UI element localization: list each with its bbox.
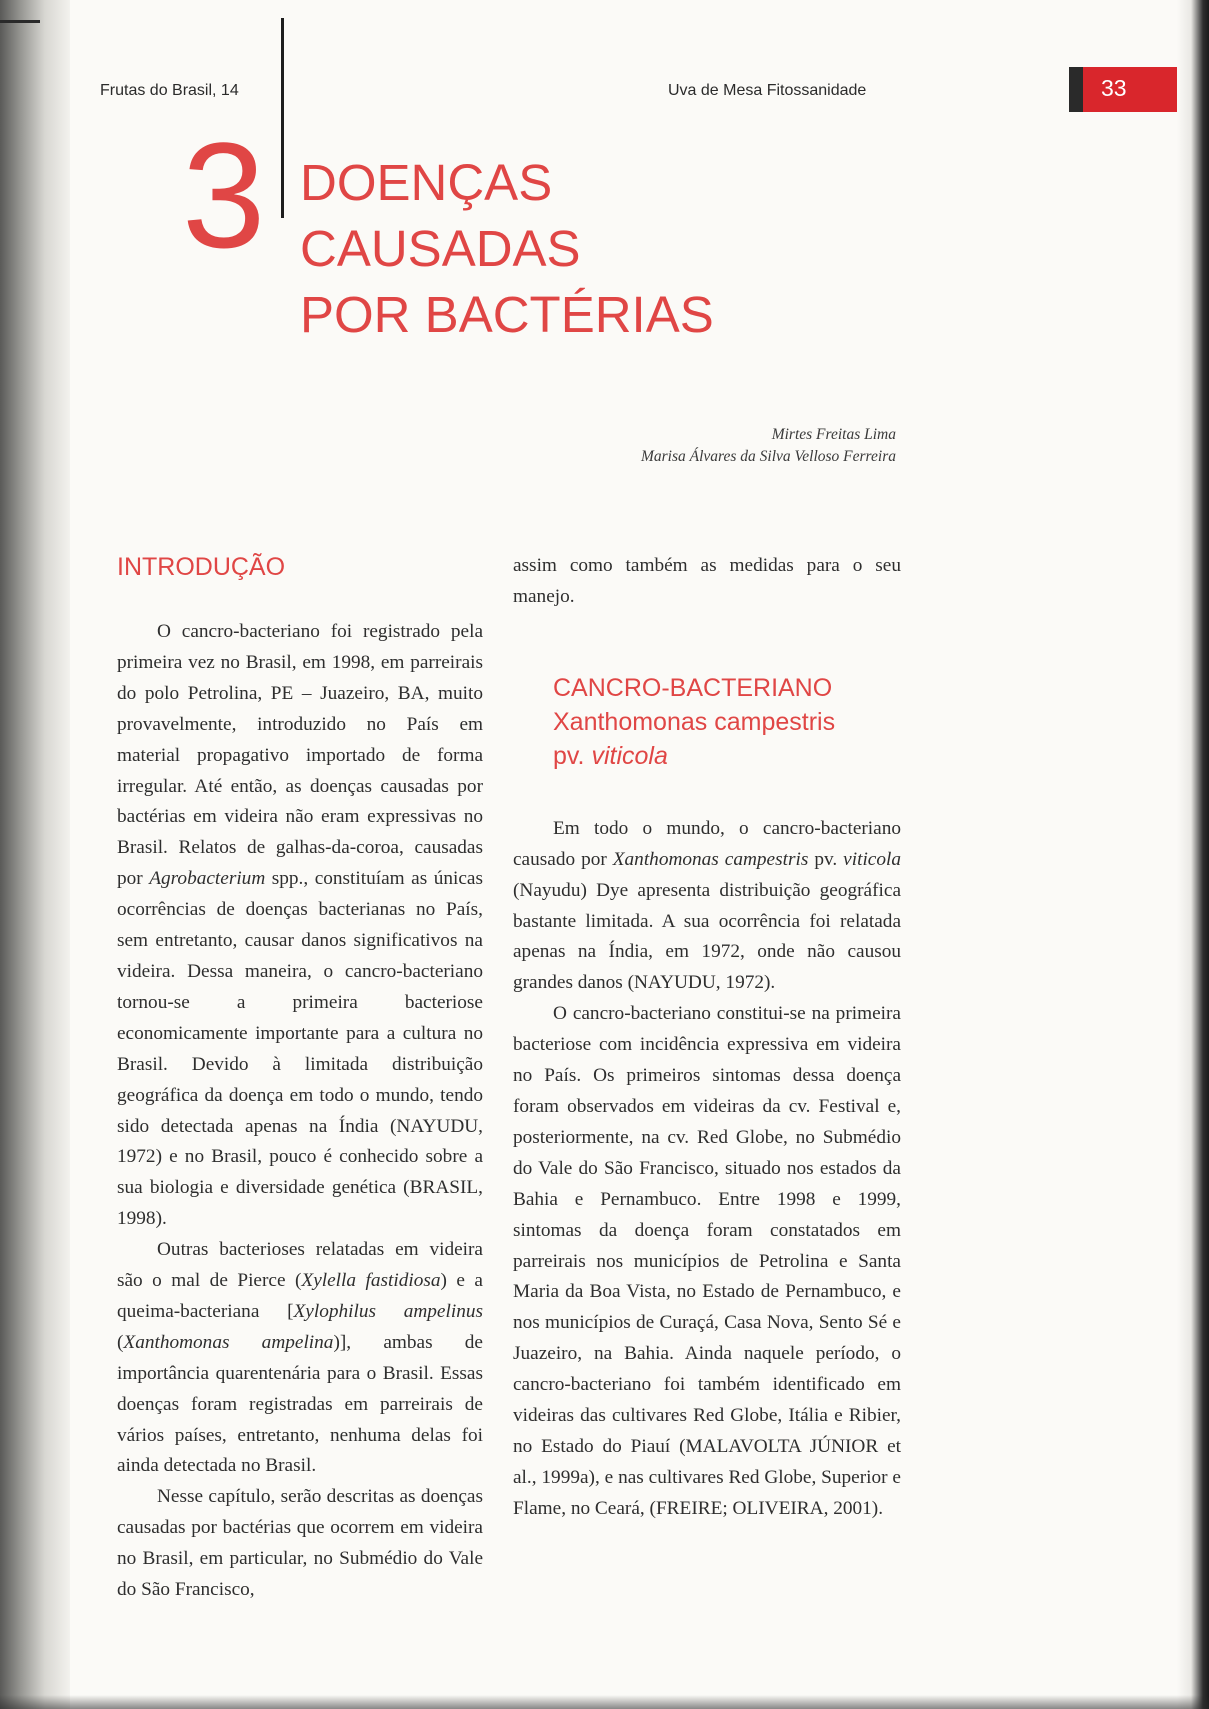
page-badge-dark-tab (1069, 67, 1083, 112)
page-number: 33 (1101, 75, 1127, 101)
chapter-title (300, 150, 714, 348)
body-paragraph: Outras bacterioses relatadas em videira são o mal de Pierce (Xylella fastidiosa) e a queima-bacteriana [Xylophilus ampelinus (Xanthomonas ampelina)], ambas de importância quarentenária para o Brasil. Essas doenças foram registradas em parreirais de vários países, entretanto, nenhuma delas foi ainda detectada no Brasil. (117, 1239, 483, 1477)
species-name: Xylophilus ampelinus (293, 1300, 483, 1322)
section-heading-cancro (513, 671, 901, 773)
running-header-series: Frutas do Brasil, 14 (100, 82, 239, 99)
author-name: Marisa Álvares da Silva Velloso Ferreira (640, 448, 896, 465)
species-name: Xanthomonas ampelina (123, 1331, 334, 1353)
chapter-divider-rule (281, 18, 284, 218)
chapter-title-line: POR BACTÉRIAS (300, 286, 714, 343)
body-paragraph: O cancro-bacteriano constitui-se na primeira bacteriose com incidência expressiva em videira no País. Os primeiros sintomas dessa doença foram observados em videiras da cv. Festival e, posteriormente, na cv. Red Globe, no Submédio do Vale do São Francisco, situado nos estados da Bahia e Pernambuco. Entre 1998 e 1999, sintomas da doença foram constatados em parreirais nos municípios de Petrolina e Santa Maria da Boa Vista, no Estado de Pernambuco, e nos municípios de Curaçá, Casa Nova, Sento Sé e Juazeiro, na Bahia. Ainda naquele período, o cancro-bacteriano foi também identificado em videiras das cultivares Red Globe, Itália e Ribier, no Estado do Piauí (MALAVOLTA JÚNIOR et al., 1999a), e nas cultivares Red Globe, Superior e Flame, no Ceará, (FREIRE; OLIVEIRA, 2001). (513, 1003, 901, 1519)
author-name: Mirtes Freitas Lima (771, 426, 896, 443)
chapter-number: 3 (182, 111, 266, 279)
left-text-column (117, 617, 483, 1606)
species-name: Xylella fastidiosa (301, 1270, 441, 1292)
species-name: Xanthomonas campestris (612, 848, 809, 870)
page-edge-shadow (1177, 0, 1209, 1709)
page-bottom-shadow (0, 1695, 1209, 1709)
body-paragraph: O cancro-bacteriano foi registrado pela primeira vez no Brasil, em 1998, em parreirais do polo Petrolina, PE – Juazeiro, BA, muito provavelmente, introduzido no País em material propagativo importado de forma irregular. Até então, as doenças causadas por bactérias em videira não eram expressivas no Brasil. Relatos de galhas-da-coroa, causadas por Agrobacterium spp., constituíam as únicas ocorrências de doenças bacterianas no País, sem entretanto, causar danos significativos na videira. Dessa maneira, o cancro-bacteriano tornou-se a primeira bacteriose economicamente importante para a cultura no Brasil. Devido à limitada distribuição geográfica da doença em todo o mundo, tendo sido detectada apenas na Índia (NAYUDU, 1972) e no Brasil, pouco é conhecido sobre a sua biologia e diversidade genética (BRASIL, 1998). (117, 621, 483, 1230)
pathogen-pathovar: pv. viticola (553, 741, 668, 770)
section-heading-introducao: INTRODUÇÃO (117, 553, 286, 581)
book-spine-shadow (0, 0, 70, 1709)
body-paragraph: assim como também as medidas para o seu manejo. (513, 555, 901, 607)
species-name: Agrobacterium (149, 868, 266, 890)
chapter-authors (641, 424, 896, 468)
top-edge-mark (0, 20, 40, 23)
pathogen-name: Xanthomonas campestris (553, 707, 836, 736)
body-paragraph: Em todo o mundo, o cancro-bacteriano causado por Xanthomonas campestris pv. viticola (Nayudu) Dye apresenta distribuição geográfica bastante limitada. A sua ocorrência foi relatada apenas na Índia, em 1972, onde não causou grandes danos (NAYUDU, 1972). (513, 817, 901, 994)
section-heading-title: CANCRO-BACTERIANO (553, 673, 833, 702)
chapter-title-line: DOENÇAS (300, 154, 553, 211)
body-paragraph: Nesse capítulo, serão descritas as doenças causadas por bactérias que ocorrem em videira no Brasil, em particular, no Submédio do Vale do São Francisco, (117, 1486, 483, 1601)
species-name: viticola (843, 848, 901, 870)
running-header-book-title: Uva de Mesa Fitossanidade (668, 82, 867, 99)
page-number-badge (1069, 67, 1177, 112)
chapter-title-line: CAUSADAS (300, 220, 581, 277)
right-text-column (513, 551, 901, 1525)
